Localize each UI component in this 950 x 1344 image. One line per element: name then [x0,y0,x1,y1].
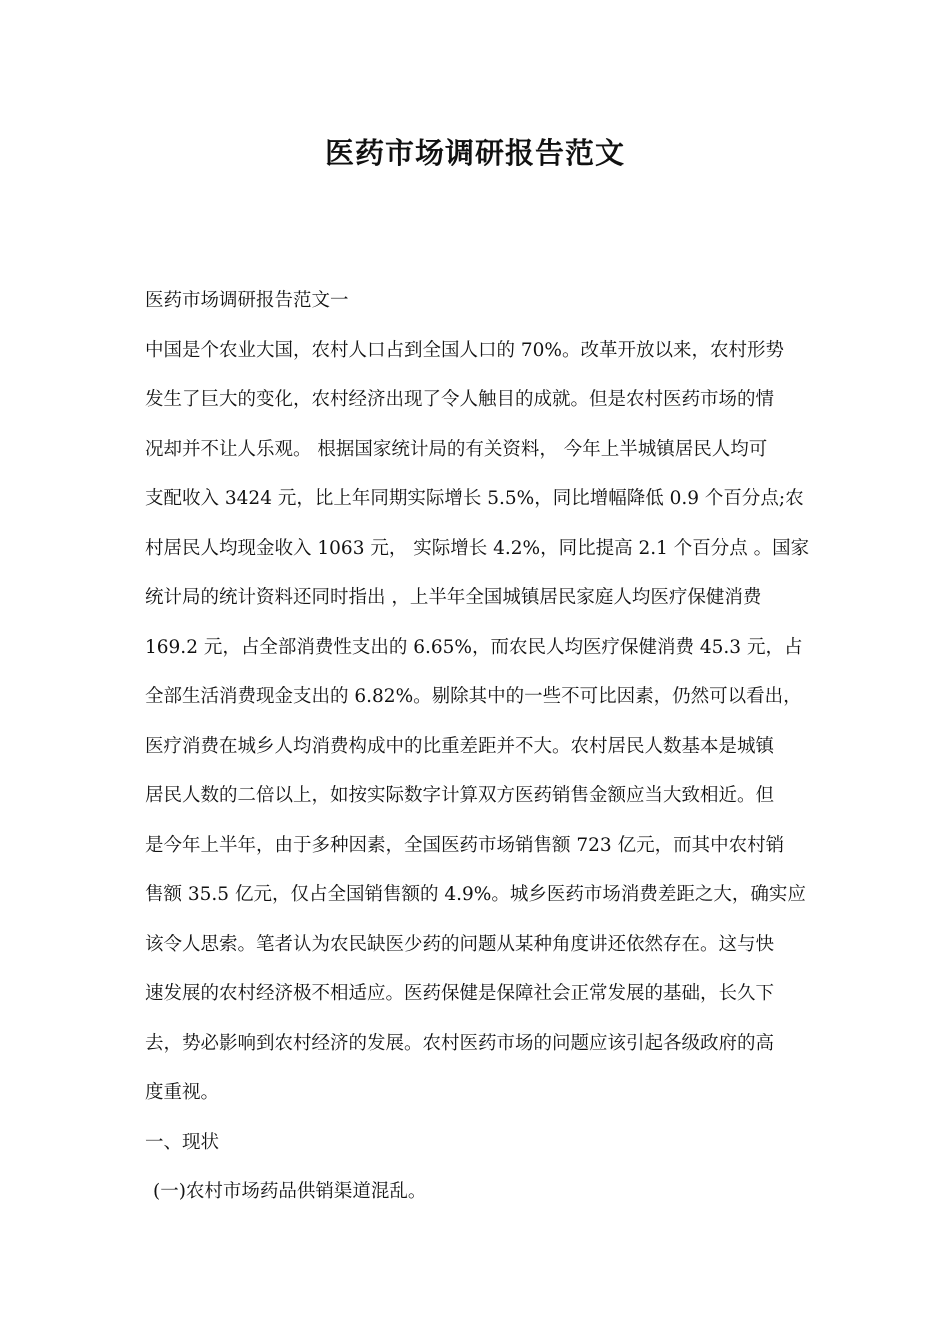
paragraph-line: 中国是个农业大国，农村人口占到全国人口的 70%。改革开放以来，农村形势 [145,339,785,361]
paragraph-line: 是今年上半年，由于多种因素，全国医药市场销售额 723 亿元，而其中农村销 [145,834,785,856]
paragraph-line: 售额 35.5 亿元，仅占全国销售额的 4.9%。城乡医药市场消费差距之大，确实应 [145,884,806,905]
paragraph-line: 医疗消费在城乡人均消费构成中的比重差距并不大。农村居民人数基本是城镇 [145,735,775,757]
document-title: 医药市场调研报告范文 [324,136,625,170]
paragraph-line: 全部生活消费现金支出的 6.82%。剔除其中的一些不可比因素，仍然可以看出， [145,686,802,707]
paragraph-line: 速发展的农村经济极不相适应。医药保健是保障社会正常发展的基础，长久下 [145,983,775,1004]
subtitle: 医药市场调研报告范文一 [145,290,349,311]
paragraph-line: 去，势必影响到农村经济的发展。农村医药市场的问题应该引起各级政府的高 [145,1032,775,1054]
subsection-heading: (一)农村市场药品供销渠道混乱。 [153,1181,427,1202]
paragraph-line: 支配收入 3424 元，比上年同期实际增长 5.5%，同比增幅降低 0.9 个百分点;农 [145,488,804,509]
paragraph-line: 统计局的统计资料还同时指出 ，上半年全国城镇居民家庭人均医疗保健消费 [145,587,762,608]
paragraph-line: 况却并不让人乐观。 根据国家统计局的有关资料， 今年上半城镇居民人均可 [145,438,768,460]
paragraph-line: 居民人数的二倍以上，如按实际数字计算双方医药销售金额应当大致相近。但 [145,785,775,806]
document-body [145,276,835,1217]
paragraph-line: 169.2 元，占全部消费性支出的 6.65%，而农民人均医疗保健消费 45.3 元，占 [145,636,803,658]
paragraph-line: 发生了巨大的变化，农村经济出现了令人触目的成就。但是农村医药市场的情 [145,389,775,410]
section-heading: 一、现状 [145,1131,220,1153]
paragraph-line: 村居民人均现金收入 1063 元， 实际增长 4.2%，同比提高 2.1 个百分点 。国家 [145,537,810,559]
paragraph-line: 该令人思索。笔者认为农民缺医少药的问题从某种角度讲还依然存在。这与快 [145,933,775,955]
paragraph-line: 度重视。 [145,1082,220,1103]
